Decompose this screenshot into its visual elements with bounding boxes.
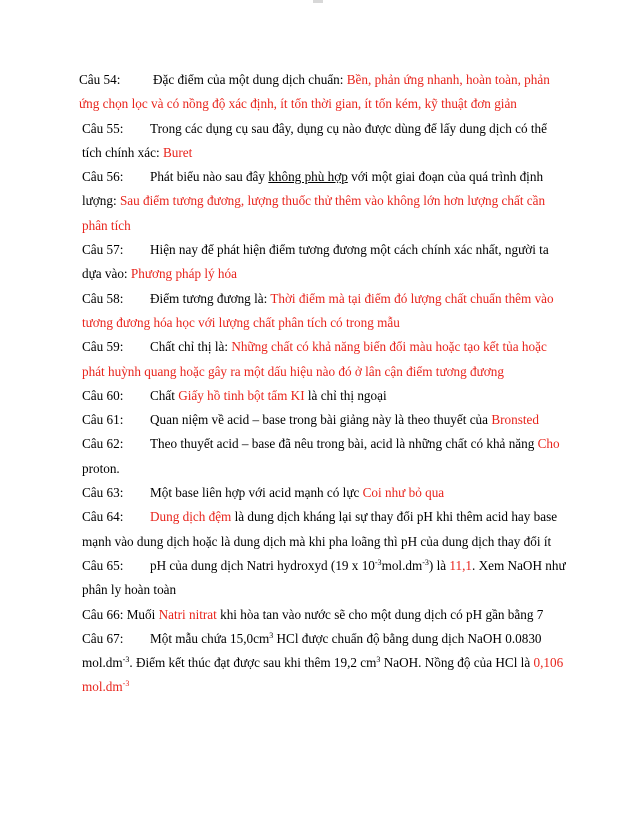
superscript: 3 [376, 655, 381, 665]
answer-text: Phương pháp lý hóa [130, 266, 237, 282]
question-text: Chất chỉ thị là: [150, 339, 232, 355]
question-text: ) là [428, 557, 450, 573]
question-56 [82, 165, 568, 238]
superscript: 3 [269, 630, 274, 640]
question-58 [82, 287, 568, 336]
question-61 [82, 408, 568, 432]
question-number: Câu 64: [82, 509, 124, 525]
question-number: Câu 59: [82, 339, 124, 355]
document-page [79, 68, 568, 700]
question-underlined-text: không phù hợp [268, 169, 348, 185]
question-number: Câu 65: [82, 557, 124, 573]
question-number: Câu 54: [79, 72, 121, 87]
question-text-tail: là dung dịch kháng lại sự thay đổi pH khi thêm acid hay base mạnh vào dung dịch hoặc là dung dịch mà khi pha loãng thì pH của dung dịch thay đổi ít [82, 509, 558, 549]
question-57 [82, 238, 568, 287]
question-text: Đặc điểm của một dung dịch chuẩn: [153, 72, 347, 87]
question-59 [82, 335, 568, 384]
question-text: Điểm tương đương là: [150, 290, 271, 306]
question-text-tail: khi hòa tan vào nước sẽ cho một dung dịch có pH gần bằng 7 [216, 606, 544, 622]
question-text: pH của dung dịch Natri hydroxyd (19 x 10 [150, 557, 375, 573]
answer-text: Thời điểm mà tại điểm đó lượng chất chuẩn thêm vào tương đương hóa học với lượng chất phân tích có trong mẫu [82, 290, 554, 330]
page-top-mark [313, 0, 323, 3]
answer-text: Bronsted [491, 412, 539, 428]
question-number: Câu 58: [82, 290, 124, 306]
answer-text: Giấy hồ tinh bột tẩm KI [178, 387, 305, 403]
question-60 [82, 384, 568, 408]
answer-text: Natri nitrat [158, 606, 217, 622]
superscript: -3 [122, 655, 130, 665]
question-number: Câu 61: [82, 412, 124, 428]
question-text: . Điểm kết thúc đạt được sau khi thêm 19,2 cm [129, 655, 377, 671]
question-66 [82, 603, 568, 627]
question-text: với một giai đoạn của quá trình định lượng: [82, 169, 544, 209]
question-number: Câu 60: [82, 387, 124, 403]
answer-text: Coi như bỏ qua [362, 485, 445, 501]
answer-text: 11,1 [449, 557, 473, 573]
question-text: Hiện nay để phát hiện điểm tương đương một cách chính xác nhất, người ta dựa vào: [82, 242, 549, 282]
answer-text: Sau điểm tương đương, lượng thuốc thử thêm vào không lớn hơn lượng chất cần phân tích [82, 193, 546, 233]
question-text: NaOH. Nồng độ của HCl là [380, 655, 534, 671]
question-text: Một mẫu chứa 15,0cm [150, 630, 270, 646]
question-text: Chất [150, 387, 179, 403]
answer-text: Cho [537, 436, 560, 452]
question-text: Muối [126, 606, 159, 622]
question-number: Câu 66: [82, 606, 127, 622]
question-62 [82, 432, 568, 481]
question-text-tail: proton. [82, 460, 120, 476]
question-number: Câu 62: [82, 436, 124, 452]
question-text: Một base liên hợp với acid mạnh có lực [150, 485, 363, 501]
question-number: Câu 55: [82, 120, 124, 136]
question-text: mol.dm [381, 557, 423, 573]
answer-text: 0,106 mol.dm [82, 655, 564, 695]
question-number: Câu 56: [82, 169, 124, 185]
question-text: Trong các dụng cụ sau đây, dụng cụ nào được dùng để lấy dung dịch có thể tích chính xác: [82, 120, 547, 160]
answer-text: Dung dịch đệm [150, 509, 232, 525]
question-text: HCl được chuẩn độ bằng dung dịch NaOH 0.0830 mol.dm [82, 630, 542, 671]
superscript: -3 [422, 557, 429, 567]
question-64 [82, 505, 568, 554]
answer-text: Bền, phản ứng nhanh, hoàn toàn, phản ứng chọn lọc và có nồng độ xác định, ít tốn thời gian, ít tốn kém, kỹ thuật đơn giản [79, 72, 550, 112]
question-55 [82, 117, 568, 166]
answer-superscript: -3 [122, 679, 130, 689]
question-text: Phát biểu nào sau đây [150, 169, 269, 185]
superscript: -3 [374, 557, 382, 567]
question-text-tail: là chỉ thị ngoại [304, 387, 387, 403]
question-number: Câu 57: [82, 242, 124, 258]
question-text: Quan niệm về acid – base trong bài giảng này là theo thuyết của [150, 412, 492, 428]
question-63 [82, 481, 568, 505]
question-67 [82, 627, 568, 700]
question-text: Theo thuyết acid – base đã nêu trong bài, acid là những chất có khả năng [150, 436, 538, 452]
question-number: Câu 67: [82, 630, 124, 646]
question-65 [82, 554, 568, 603]
question-number: Câu 63: [82, 485, 124, 501]
question-54 [79, 68, 568, 117]
question-text-tail: . Xem NaOH như phân ly hoàn toàn [82, 557, 566, 598]
answer-text: Những chất có khả năng biến đổi màu hoặc tạo kết tủa hoặc phát huỳnh quang hoặc gây ra một dấu hiệu nào đó ở lân cận điểm tương đương [82, 339, 547, 379]
answer-text: Buret [162, 144, 193, 160]
